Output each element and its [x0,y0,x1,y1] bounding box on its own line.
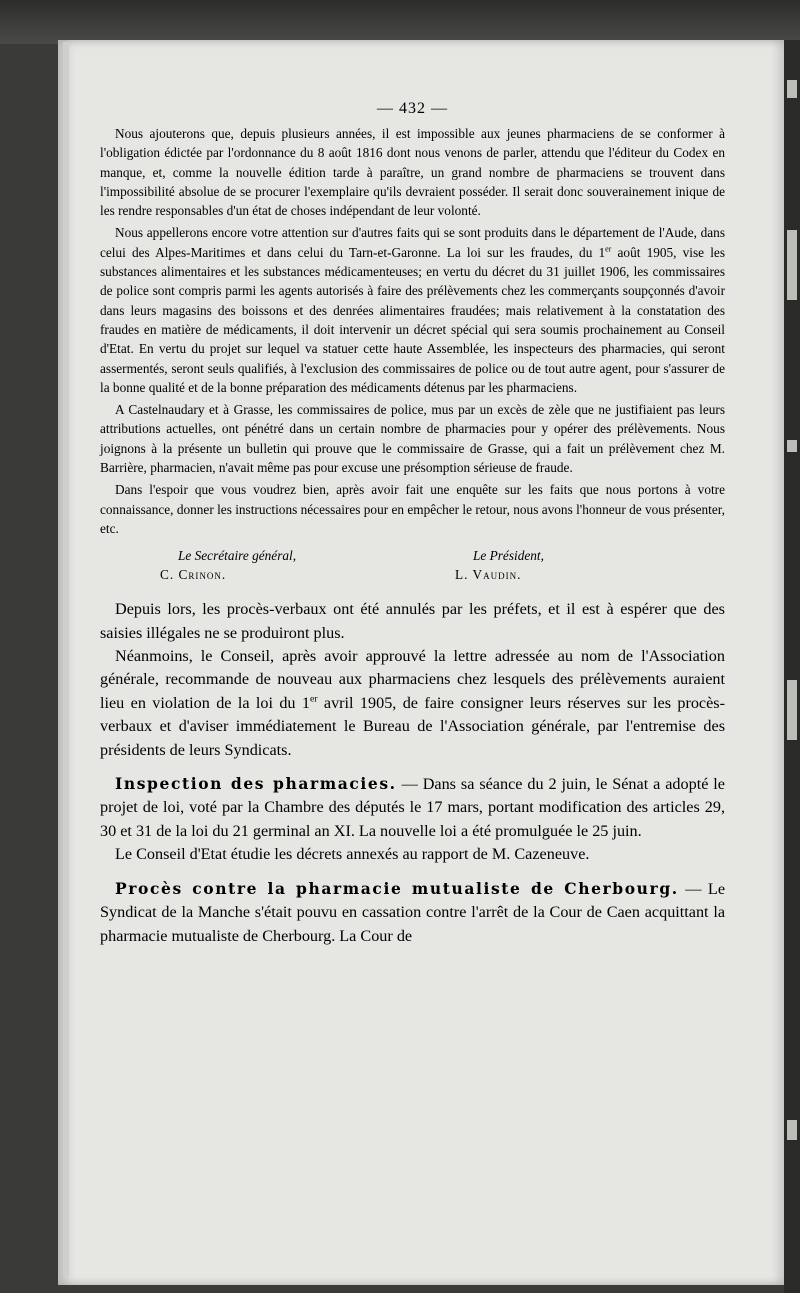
page-edge [63,42,69,1277]
spine-mark [787,230,797,300]
signature-right [455,546,655,584]
spine-mark [787,80,797,98]
section-heading: Inspection des pharmacies. [115,774,397,794]
signature-left [160,546,360,584]
spine-mark [787,440,797,452]
text-run: août 1905, vise les substances alimentaires et les substances médicamenteuses; en vertu du décret du 31 juillet 1906, les commissaires de police sont compris parmi les agents autorisés à faire des prélèvements chez les commerçants soupçonnés d'avoir dans leurs magasins des boissons et des denrées alimentaires fraudées; mais relativement à la constatation des fraudes en matière de médicaments, il doit intervenir un décret spécial qui sera soumis prochainement au Conseil d'Etat. En vertu du projet sur lequel va statuer cette haute Assemblée, les inspecteurs des pharmacies, qui seront assermentés, seront seuls qualifiés, à l'exclusion des commissaires de police ou de tout autre agent, pour s'assurer de la bonne qualité et de la bonne préparation des médicaments détenus par les pharmaciens. [100,244,725,395]
body-paragraph [100,645,725,762]
page-content [100,100,725,948]
text-run: avril 1905, de faire consigner leurs réserves sur les procès-verbaux et d'aviser immédiatement le Bureau de l'Association générale, par l'entremise des présidents de leurs Syndicats. [100,693,725,759]
section-paragraph [100,877,725,948]
text-run: Néanmoins, le Conseil, après avoir approuvé la lettre adressée au nom de l'Association générale, recommande de nouveau aux pharmaciens chez lesquels des prélèvements auraient lieu en violation de la loi du 1 [100,647,725,712]
signatory-title: Le Président, [473,548,544,564]
text-run: — Dans sa séance du 2 juin, le Sénat a adopté le projet de loi, voté par la Chambre des députés le 17 mars, portant modification des articles 29, 30 et 31 de la loi du 21 germinal an XI. La nouvelle loi a été promulguée le 25 juin. [100,775,725,840]
spine-mark [787,1120,797,1140]
signature-block [100,546,725,584]
signatory-name: C. Crinon. [160,567,227,583]
superscript: er [605,244,612,254]
letter-paragraph: Nous ajouterons que, depuis plusieurs années, il est impossible aux jeunes pharmaciens de se conformer à l'obligation édictée par l'ordonnance du 8 août 1816 dont nous venons de parler, attendu que l'éditeur du Codex en manque, et, comme la nouvelle édition tarde à paraître, un grand nombre de pharmaciens se trouvent dans l'impossibilité absolue de se procurer l'exemplaire qu'ils devraient posséder. Il serait donc souverainement inique de les rendre responsables d'un état de choses indépendant de leur volonté. [100,126,725,219]
body-paragraph: Le Conseil d'Etat étudie les décrets annexés au rapport de M. Cazeneuve. [115,845,590,864]
page-number: — 432 — [377,100,448,117]
text-run: — Le Syndicat de la Manche s'était pouvu en cassation contre l'arrêt de la Cour de Caen acquittant la pharmacie mutualiste de Cherbourg. La Cour de [100,879,725,945]
section-heading: Procès contre la pharmacie mutualiste de Cherbourg. [115,878,679,898]
section-paragraph [100,772,725,843]
body-text [100,598,725,948]
signatory-name: L. Vaudin. [455,567,522,583]
letter-text [100,124,725,538]
book-spine-strip [784,40,800,1293]
text-run: Nous appellerons encore votre attention sur d'autres faits qui se sont produits dans le département de l'Aude, dans celui des Alpes-Maritimes et dans celui du Tarn-et-Garonne. La loi sur les fraudes, du 1 [100,225,725,260]
signatory-title: Le Secrétaire général, [178,548,297,564]
spine-mark [787,680,797,740]
letter-paragraph: Dans l'espoir que vous voudrez bien, après avoir fait une enquête sur les faits que nous portons à votre connaissance, donner les instructions nécessaires pour en empêcher le retour, nous avons l'honneur de vous présenter, etc. [100,482,725,536]
body-paragraph: Depuis lors, les procès-verbaux ont été annulés par les préfets, et il est à espérer que des saisies illégales ne se produiront plus. [100,600,725,642]
letter-paragraph: A Castelnaudary et à Grasse, les commissaires de police, mus par un excès de zèle que ne justifiaient pas leurs attributions actuelles, ont pénétré dans un certain nombre de pharmacies pour y opérer des prélèvements. Nous joignons à la présente un bulletin qui prouve que le commissaire de Grasse, qui a fait un prélèvement chez M. Barrière, pharmacien, n'avait même pas pour excuse une présomption sérieuse de fraude. [100,402,725,476]
superscript: er [309,693,318,705]
letter-paragraph [100,223,725,397]
scan-background-top [0,0,800,44]
